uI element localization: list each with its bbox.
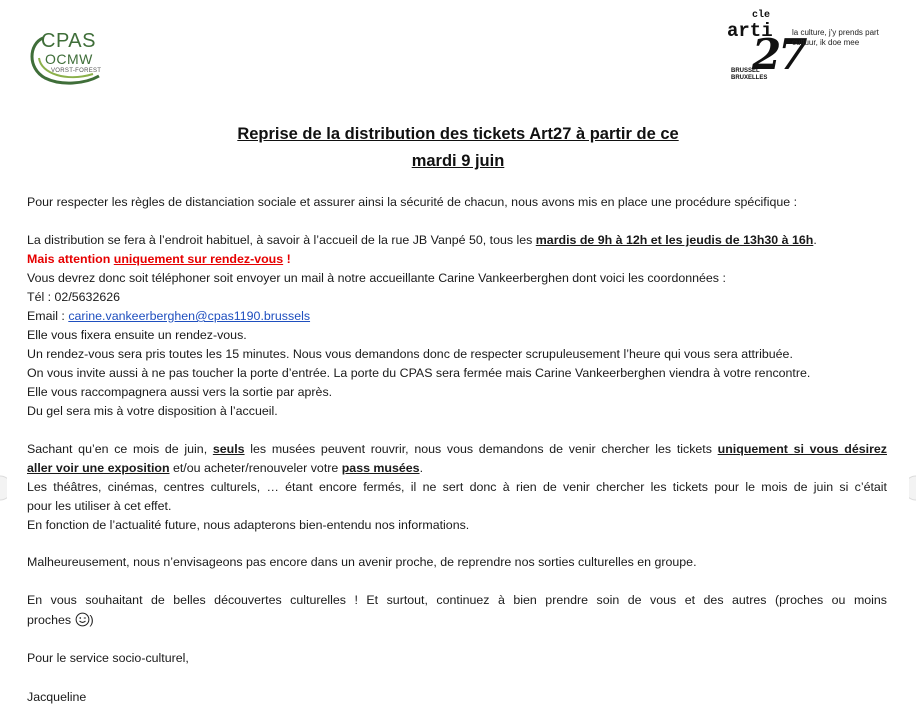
wish-text: proches — [27, 613, 75, 627]
june-text-b: et/ou acheter/renouveler votre — [169, 461, 342, 475]
june-condition: uniquement si vous désirez — [717, 442, 887, 456]
june-text-c: les musées peuvent rouvrir, nous vous demandons de venir chercher les tickets — [244, 442, 718, 456]
phone-line: Tél : 02/5632626 — [27, 290, 121, 304]
gel-line: Du gel sera mis à votre disposition à l’accueil. — [27, 404, 278, 418]
june-line-2 — [27, 460, 887, 476]
previous-page-icon[interactable] — [0, 474, 7, 502]
distribution-hours: mardis de 9h à 12h et les jeudis de 13h30 à 16h — [535, 233, 814, 247]
distribution-period: . — [813, 233, 817, 247]
article27-number: 27 — [752, 30, 805, 79]
exit-line: Elle vous raccompagnera aussi vers la sortie par après. — [27, 385, 333, 399]
rdv-line: Elle vous fixera ensuite un rendez-vous. — [27, 328, 247, 342]
future-line: En fonction de l’actualité future, nous adapterons bien-entendu nos informations. — [27, 518, 470, 532]
article27-cle: cle — [752, 10, 771, 21]
winking-smiley-icon — [75, 612, 90, 627]
article27-slogan-fr: la culture, j'y prends part — [792, 28, 879, 37]
minutes-line: Un rendez-vous sera pris toutes les 15 minutes. Nous vous demandons donc de respecter scrupuleusement l’heure qui vous sera attribuée. — [27, 347, 793, 361]
cpas-logo-text: CPAS — [41, 30, 96, 52]
wish-line-2 — [27, 612, 887, 628]
email-label: Email : — [27, 309, 69, 323]
intro-paragraph: Pour respecter les règles de distanciation sociale et assurer ainsi la sécurité de chacun, nous avons mis en place une procédure spécifique : — [27, 195, 798, 209]
document-title-line-2: mardi 9 juin — [411, 152, 505, 170]
article27-slogan-nl: cultuur, ik doe mee — [792, 38, 860, 47]
contact-intro: Vous devrez donc soit téléphoner soit envoyer un mail à notre accueillante Carine Vankeerberghen dont voici les coordonnées : — [27, 271, 726, 285]
distribution-text: La distribution se fera à l’endroit habituel, à savoir à l’accueil de la rue JB Vanpé 50, tous les — [27, 233, 536, 247]
vorst-forest-text: VORST-FOREST — [51, 68, 102, 74]
pass-musees: pass musées — [341, 461, 420, 475]
next-page-icon[interactable] — [909, 474, 916, 502]
door-line: On vous invite aussi à ne pas toucher la porte d’entrée. La porte du CPAS sera fermée mais Carine Vankeerberghen viendra à votre rencontre. — [27, 366, 811, 380]
cpas-logo — [27, 30, 107, 86]
distribution-line — [27, 232, 887, 248]
sorties-line: Malheureusement, nous n’envisageons pas encore dans un avenir proche, de reprendre nos sorties culturelles en groupe. — [27, 555, 697, 569]
email-line — [27, 308, 887, 324]
theatres-line-1: Les théâtres, cinémas, centres culturels, … étant encore fermés, il ne sert donc à rien de venir chercher les tickets pour le mois de juin si c’était — [27, 480, 887, 494]
appointment-only: uniquement sur rendez-vous — [113, 252, 284, 266]
article27-logo — [722, 8, 902, 86]
article27-city-fr: BRUXELLES — [731, 75, 768, 81]
wish-close-paren: ) — [89, 613, 94, 627]
signature: Jacqueline — [27, 690, 87, 704]
june-line-1 — [27, 441, 887, 457]
article27-city-nl: BRUSSEL — [731, 68, 760, 74]
service-line: Pour le service socio-culturel, — [27, 651, 189, 665]
june-text-a: Sachant qu’en ce mois de juin, — [27, 442, 213, 456]
article27-arti: arti — [727, 20, 773, 42]
email-link[interactable]: carine.vankeerberghen@cpas1190.brussels — [68, 309, 311, 323]
june-period: . — [419, 461, 424, 475]
june-seuls: seuls — [212, 442, 245, 456]
attention-exclaim: ! — [283, 252, 291, 266]
document-title-line-1: Reprise de la distribution des tickets Art27 à partir de ce — [237, 125, 679, 143]
ocmw-logo-text: OCMW — [45, 51, 93, 67]
june-exposition: aller voir une exposition — [27, 461, 170, 475]
attention-line — [27, 251, 887, 267]
theatres-line-2: pour les utiliser à cet effet. — [27, 499, 172, 513]
attention-label: Mais attention — [27, 252, 111, 266]
wish-line-1: En vous souhaitant de belles découvertes culturelles ! Et surtout, continuez à bien prendre soin de vous et des autres (proches ou moins — [27, 593, 887, 607]
